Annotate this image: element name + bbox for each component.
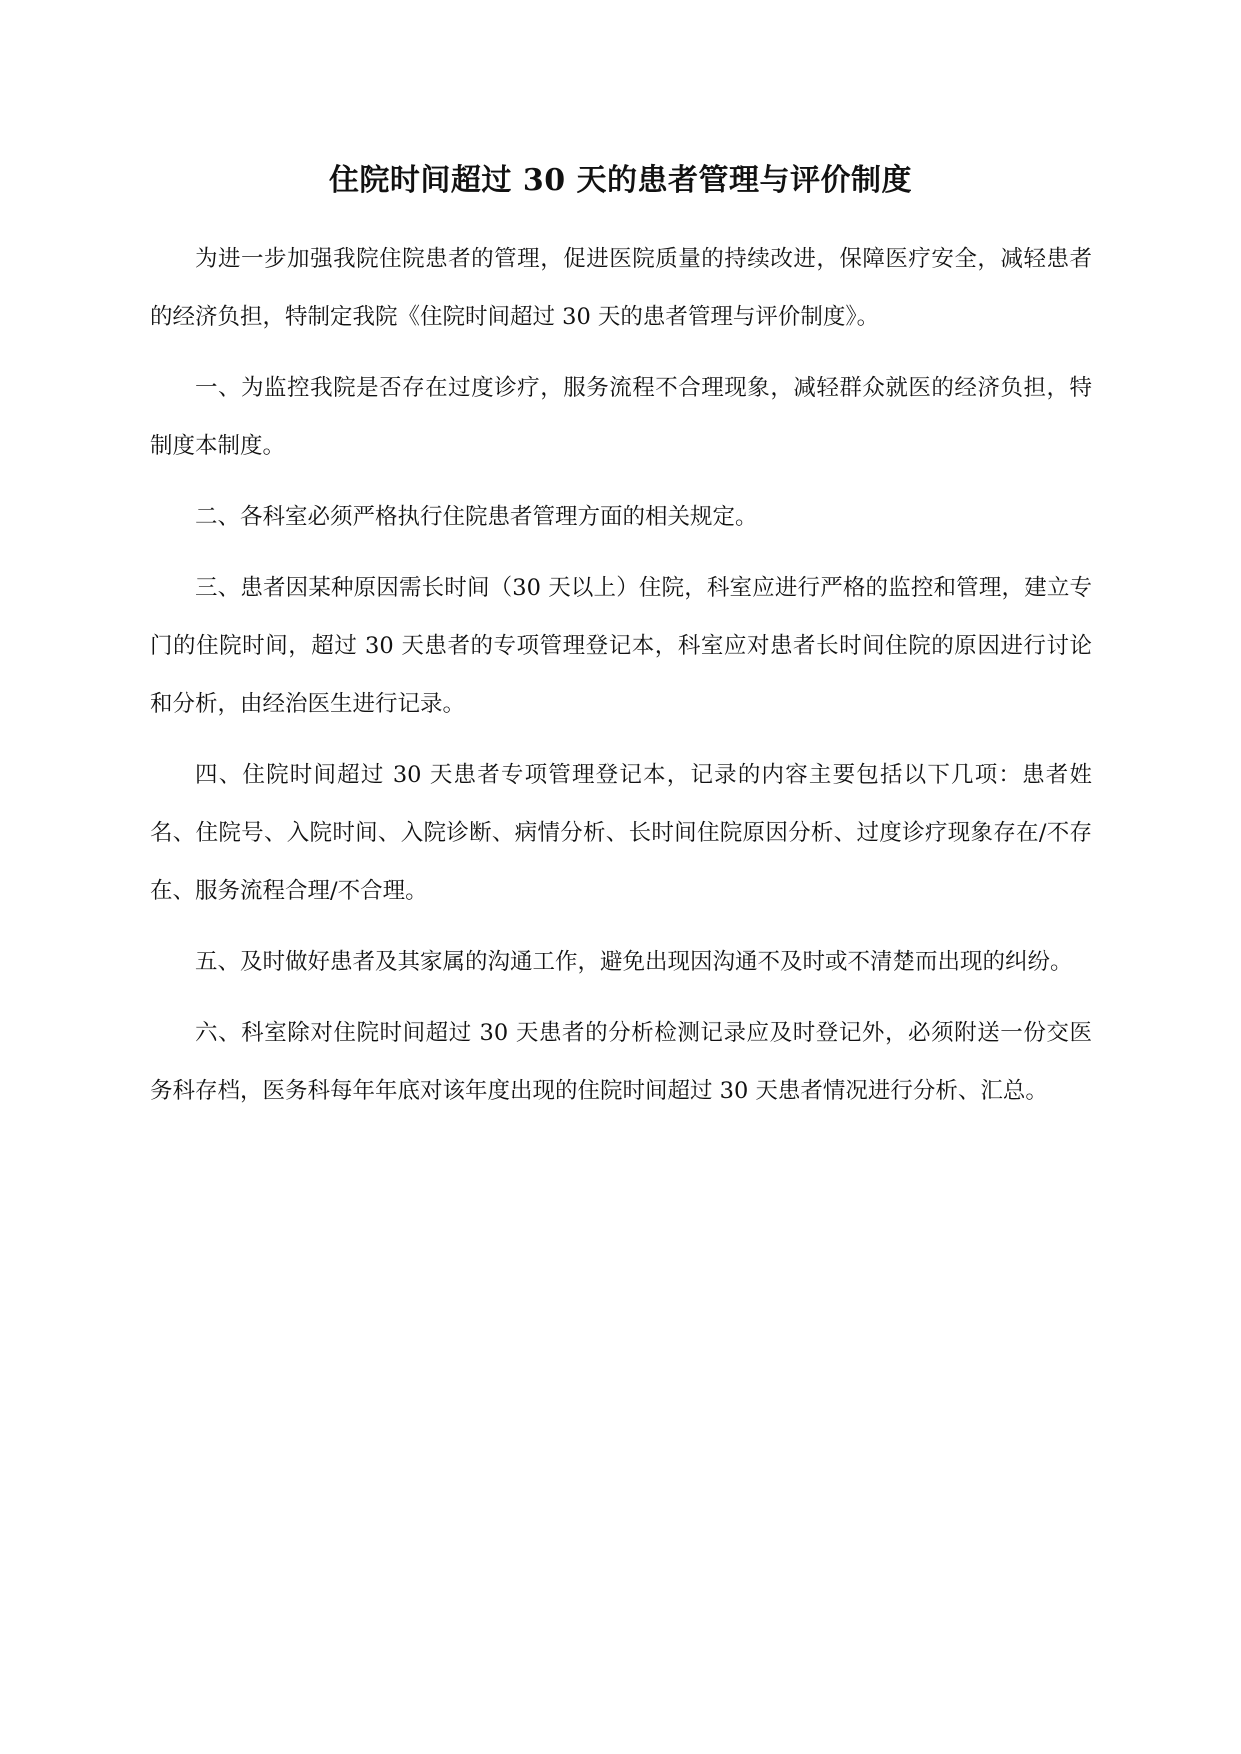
paragraph-item-4: 四、住院时间超过 30 天患者专项管理登记本，记录的内容主要包括以下几项：患者姓名、住院号、入院时间、入院诊断、病情分析、长时间住院原因分析、过度诊疗现象存在/不存在、服务流程合理/不合理。: [150, 762, 1092, 904]
paragraph-item-5: 五、及时做好患者及其家属的沟通工作，避免出现因沟通不及时或不清楚而出现的纠纷。: [195, 949, 1073, 975]
paragraph-item-6: 六、科室除对住院时间超过 30 天患者的分析检测记录应及时登记外，必须附送一份交医务科存档，医务科每年年底对该年度出现的住院时间超过 30 天患者情况进行分析、汇总。: [150, 1020, 1092, 1104]
paragraph-intro: 为进一步加强我院住院患者的管理，促进医院质量的持续改进，保障医疗安全，减轻患者的经济负担，特制定我院《住院时间超过 30 天的患者管理与评价制度》。: [150, 246, 1092, 330]
paragraph-item-3: 三、患者因某种原因需长时间（30 天以上）住院，科室应进行严格的监控和管理，建立专门的住院时间，超过 30 天患者的专项管理登记本，科室应对患者长时间住院的原因进行讨论和分析，由经治医生进行记录。: [150, 575, 1092, 717]
document-body: [150, 230, 1092, 1133]
document-title: 住院时间超过 30 天的患者管理与评价制度: [328, 163, 913, 198]
paragraph-item-2: 二、各科室必须严格执行住院患者管理方面的相关规定。: [195, 504, 758, 530]
paragraph-item-1: 一、为监控我院是否存在过度诊疗，服务流程不合理现象，减轻群众就医的经济负担，特制度本制度。: [150, 375, 1092, 459]
